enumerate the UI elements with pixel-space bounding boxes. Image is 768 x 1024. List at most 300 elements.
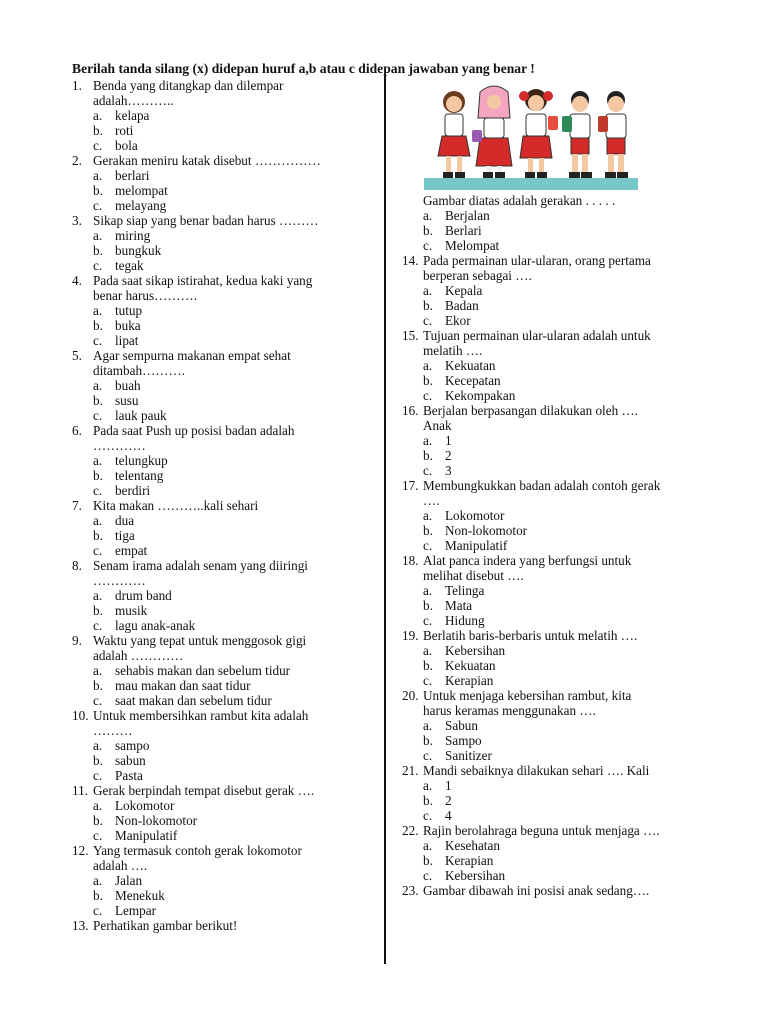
answer-option (423, 868, 702, 883)
option-letter: c. (93, 543, 103, 558)
answer-options (402, 358, 702, 403)
question-item (72, 348, 372, 423)
answer-option (423, 373, 702, 388)
option-letter: c. (423, 238, 433, 253)
question-text-continued: melihat disebut …. (423, 568, 524, 583)
question-item (72, 783, 372, 843)
question-line (402, 553, 702, 568)
answer-option (93, 588, 372, 603)
answer-option (423, 538, 702, 553)
option-letter: c. (93, 258, 103, 273)
option-text: Kerapian (445, 853, 494, 868)
answer-option (93, 828, 372, 843)
answer-option (423, 643, 702, 658)
answer-options (402, 508, 702, 553)
question-item (72, 633, 372, 708)
question-item (402, 763, 702, 823)
answer-options (72, 378, 372, 423)
answer-option (423, 718, 702, 733)
question-number: 20. (402, 688, 419, 703)
question-text: Mandi sebaiknya dilakukan sehari …. Kali (423, 763, 650, 778)
option-letter: a. (93, 108, 103, 123)
option-letter: b. (93, 888, 103, 903)
option-letter: a. (423, 718, 433, 733)
answer-option (93, 888, 372, 903)
option-text: Melompat (445, 238, 500, 253)
option-letter: a. (93, 873, 103, 888)
child-figure-3 (519, 89, 558, 178)
answer-options (402, 433, 702, 478)
option-text: melompat (115, 183, 168, 198)
answer-option (93, 258, 372, 273)
question-line (402, 253, 702, 268)
option-letter: a. (423, 433, 433, 448)
answer-options (402, 643, 702, 688)
option-text: sabun (115, 753, 146, 768)
question-text-continued: ………… (93, 573, 146, 588)
question-text: Pada permainan ular-ularan, orang pertama (423, 253, 651, 268)
question-number: 19. (402, 628, 419, 643)
answer-option (423, 658, 702, 673)
option-text: Lempar (115, 903, 157, 918)
answer-options (402, 208, 702, 253)
answer-option (423, 358, 702, 373)
option-letter: c. (93, 483, 103, 498)
answer-option (93, 303, 372, 318)
question-line (72, 633, 372, 648)
question-line (72, 213, 372, 228)
option-text: Non-lokomotor (115, 813, 198, 828)
option-text: dua (115, 513, 135, 528)
answer-option (93, 393, 372, 408)
question-text-continued: ……… (93, 723, 133, 738)
option-letter: b. (423, 298, 433, 313)
answer-option (93, 228, 372, 243)
question-line (72, 273, 372, 288)
option-letter: b. (423, 448, 433, 463)
option-text: Non-lokomotor (445, 523, 528, 538)
option-letter: b. (423, 223, 433, 238)
option-text: tutup (115, 303, 143, 318)
answer-options (72, 303, 372, 348)
option-text: Manipulatif (445, 538, 508, 553)
option-letter: a. (93, 738, 103, 753)
answer-option (423, 208, 702, 223)
question-item (402, 883, 702, 898)
question-item (72, 213, 372, 273)
answer-options (72, 663, 372, 708)
question-text: Senam irama adalah senam yang diiringi (93, 558, 308, 573)
question-number: 4. (72, 273, 82, 288)
answer-option (423, 778, 702, 793)
child-figure-1 (438, 91, 470, 178)
answer-option (423, 223, 702, 238)
option-text: Badan (445, 298, 479, 313)
answer-option (423, 613, 702, 628)
option-text: sampo (115, 738, 150, 753)
option-text: Kebersihan (445, 868, 506, 883)
question-item (72, 423, 372, 498)
option-text: Kekuatan (445, 358, 496, 373)
question-number: 2. (72, 153, 82, 168)
option-letter: b. (93, 393, 103, 408)
question-item (72, 498, 372, 558)
option-letter: a. (423, 283, 433, 298)
option-text: mau makan dan saat tidur (115, 678, 251, 693)
question-text-continued: melatih …. (423, 343, 483, 358)
answer-options (72, 873, 372, 918)
option-letter: b. (423, 853, 433, 868)
question-text: Kita makan ………..kali sehari (93, 498, 259, 513)
option-text: 2 (445, 448, 452, 463)
question-text: Pada saat sikap istirahat, kedua kaki yang (93, 273, 313, 288)
answer-option (93, 513, 372, 528)
option-text: sehabis makan dan sebelum tidur (115, 663, 291, 678)
left-column (72, 78, 372, 933)
column-divider (384, 76, 386, 964)
answer-option (423, 733, 702, 748)
option-text: Sanitizer (445, 748, 492, 763)
question-item (402, 823, 702, 883)
option-letter: b. (423, 373, 433, 388)
question-item (402, 688, 702, 763)
answer-options (72, 798, 372, 843)
question-item (72, 78, 372, 153)
question-item (72, 153, 372, 213)
question-text: Rajin berolahraga beguna untuk menjaga …. (423, 823, 660, 838)
option-text: berdiri (115, 483, 151, 498)
option-letter: b. (423, 793, 433, 808)
question-number: 22. (402, 823, 419, 838)
option-text: tegak (115, 258, 144, 273)
question-text: Tujuan permainan ular-ularan adalah untuk (423, 328, 651, 343)
option-text: Lokomotor (445, 508, 505, 523)
question-line (402, 688, 702, 703)
option-letter: c. (423, 613, 433, 628)
option-letter: a. (93, 168, 103, 183)
ground-strip (424, 178, 638, 190)
question-line (72, 78, 372, 93)
answer-option (93, 318, 372, 333)
child-figure-5 (598, 91, 628, 178)
answer-option (423, 313, 702, 328)
answer-option (93, 753, 372, 768)
answer-option (423, 508, 702, 523)
option-text: Kekompakan (445, 388, 516, 403)
option-text: Ekor (445, 313, 471, 328)
answer-options (402, 583, 702, 628)
question-item (402, 403, 702, 478)
question-number: 11. (72, 783, 88, 798)
option-text: Menekuk (115, 888, 165, 903)
question-line (402, 823, 702, 838)
answer-option (423, 523, 702, 538)
option-letter: a. (423, 838, 433, 853)
option-letter: c. (93, 618, 103, 633)
question-text: Gambar dibawah ini posisi anak sedang…. (423, 883, 650, 898)
option-text: telungkup (115, 453, 168, 468)
question-number: 1. (72, 78, 82, 93)
option-text: Kerapian (445, 673, 494, 688)
answer-option (93, 243, 372, 258)
option-letter: a. (93, 453, 103, 468)
option-letter: a. (93, 303, 103, 318)
question-text: Pada saat Push up posisi badan adalah (93, 423, 295, 438)
question-number: 14. (402, 253, 419, 268)
question-text: Membungkukkan badan adalah contoh gerak (423, 478, 661, 493)
answer-option (93, 108, 372, 123)
option-text: Lokomotor (115, 798, 175, 813)
option-text: Jalan (115, 873, 143, 888)
answer-option (93, 693, 372, 708)
answer-options (402, 718, 702, 763)
option-text: Kebersihan (445, 643, 506, 658)
option-letter: b. (423, 523, 433, 538)
question-text: Untuk membersihkan rambut kita adalah (93, 708, 309, 723)
question-line (402, 328, 702, 343)
answer-option (423, 598, 702, 613)
question-text: Yang termasuk contoh gerak lokomotor (93, 843, 302, 858)
option-letter: b. (93, 678, 103, 693)
question-number: 3. (72, 213, 82, 228)
answer-option (93, 678, 372, 693)
option-text: Pasta (115, 768, 143, 783)
option-text: empat (115, 543, 148, 558)
question-text: Berlatih baris-berbaris untuk melatih …. (423, 628, 638, 643)
question-text: Berjalan berpasangan dilakukan oleh …. (423, 403, 638, 418)
option-letter: c. (423, 808, 433, 823)
question-item (402, 628, 702, 688)
option-letter: c. (423, 313, 433, 328)
option-text: lagu anak-anak (115, 618, 196, 633)
question-line (402, 763, 702, 778)
question-number: 21. (402, 763, 419, 778)
option-text: Telinga (445, 583, 485, 598)
question-line (402, 628, 702, 643)
question-number: 9. (72, 633, 82, 648)
option-text: Berlari (445, 223, 482, 238)
answer-options (72, 738, 372, 783)
question-number: 16. (402, 403, 419, 418)
option-letter: a. (423, 208, 433, 223)
question-number: 17. (402, 478, 419, 493)
option-letter: a. (93, 588, 103, 603)
option-letter: a. (93, 663, 103, 678)
answer-options (402, 838, 702, 883)
answer-option (423, 433, 702, 448)
question-line (72, 918, 372, 933)
option-letter: c. (93, 768, 103, 783)
answer-option (93, 543, 372, 558)
question-line (72, 843, 372, 858)
question-text-continued: harus keramas menggunakan …. (423, 703, 596, 718)
option-letter: c. (93, 903, 103, 918)
question-number: 10. (72, 708, 89, 723)
question-item (402, 478, 702, 553)
question-text-continued: Anak (423, 418, 452, 433)
option-text: Kesehatan (445, 838, 500, 853)
option-letter: a. (423, 778, 433, 793)
option-letter: c. (93, 828, 103, 843)
question-text-continued: ………… (93, 438, 146, 453)
option-letter: b. (93, 243, 103, 258)
option-text: Mata (445, 598, 473, 613)
question-item (72, 708, 372, 783)
answer-option (93, 618, 372, 633)
option-letter: a. (93, 378, 103, 393)
question-item (72, 558, 372, 633)
answer-option (423, 853, 702, 868)
question-number: 15. (402, 328, 419, 343)
option-text: Kekuatan (445, 658, 496, 673)
option-text: 1 (445, 433, 452, 448)
question-item (402, 553, 702, 628)
child-figure-2 (472, 86, 512, 178)
question-item (72, 273, 372, 348)
question-text-continued: berperan sebagai …. (423, 268, 532, 283)
question-item (402, 253, 702, 328)
question-text-continued: adalah …. (93, 858, 148, 873)
question-line (72, 558, 372, 573)
option-text: lauk pauk (115, 408, 167, 423)
option-letter: c. (423, 463, 433, 478)
option-letter: b. (93, 528, 103, 543)
answer-option (93, 453, 372, 468)
answer-option (93, 378, 372, 393)
answer-option (423, 238, 702, 253)
option-letter: c. (423, 673, 433, 688)
option-letter: a. (423, 643, 433, 658)
question-text: Sikap siap yang benar badan harus ……… (93, 213, 319, 228)
option-letter: b. (423, 598, 433, 613)
answer-option (423, 298, 702, 313)
option-letter: b. (93, 468, 103, 483)
answer-option (93, 408, 372, 423)
question-number: 8. (72, 558, 82, 573)
option-letter: b. (93, 183, 103, 198)
answer-option (93, 813, 372, 828)
question-text-continued: benar harus………. (93, 288, 198, 303)
question-text: Perhatikan gambar berikut! (93, 918, 238, 933)
answer-option (423, 448, 702, 463)
answer-option (423, 748, 702, 763)
answer-option (93, 333, 372, 348)
answer-option (93, 183, 372, 198)
question-number: 7. (72, 498, 82, 513)
answer-options (72, 588, 372, 633)
option-text: 3 (445, 463, 452, 478)
option-text: 4 (445, 808, 452, 823)
option-letter: a. (423, 358, 433, 373)
option-letter: c. (93, 693, 103, 708)
option-text: buah (115, 378, 141, 393)
option-text: Manipulatif (115, 828, 178, 843)
option-text: Sabun (445, 718, 478, 733)
option-text: berlari (115, 168, 150, 183)
answer-option (93, 663, 372, 678)
option-text: 2 (445, 793, 452, 808)
question-text: Agar sempurna makanan empat sehat (93, 348, 291, 363)
option-letter: b. (93, 603, 103, 618)
answer-option (93, 528, 372, 543)
option-text: roti (115, 123, 134, 138)
option-letter: c. (423, 388, 433, 403)
option-letter: c. (423, 868, 433, 883)
option-text: melayang (115, 198, 167, 213)
option-text: Kepala (445, 283, 483, 298)
question-text: Gerak berpindah tempat disebut gerak …. (93, 783, 315, 798)
option-letter: a. (93, 798, 103, 813)
question-line (72, 153, 372, 168)
option-letter: a. (93, 513, 103, 528)
question-line (72, 498, 372, 513)
question-line (402, 403, 702, 418)
question-item (72, 843, 372, 918)
answer-option (93, 483, 372, 498)
image-caption: Gambar diatas adalah gerakan . . . . . (423, 193, 616, 208)
answer-options (72, 108, 372, 153)
option-text: drum band (115, 588, 172, 603)
option-letter: c. (93, 408, 103, 423)
option-letter: a. (423, 508, 433, 523)
option-text: lipat (115, 333, 139, 348)
question-line (402, 883, 702, 898)
option-letter: b. (93, 753, 103, 768)
option-text: bungkuk (115, 243, 162, 258)
answer-option (423, 808, 702, 823)
question-line (72, 783, 372, 798)
answer-option (423, 838, 702, 853)
answer-option (93, 738, 372, 753)
question-text-continued: ditambah………. (93, 363, 185, 378)
option-text: Sampo (445, 733, 482, 748)
option-text: susu (115, 393, 139, 408)
answer-option (423, 673, 702, 688)
answer-option (93, 168, 372, 183)
option-letter: b. (93, 123, 103, 138)
question-item (72, 918, 372, 933)
option-text: bola (115, 138, 138, 153)
option-text: saat makan dan sebelum tidur (115, 693, 272, 708)
answer-options (402, 778, 702, 823)
right-column (402, 193, 702, 898)
question-text-continued: …. (423, 493, 440, 508)
answer-options (72, 453, 372, 498)
answer-option (93, 123, 372, 138)
option-text: miring (115, 228, 151, 243)
question-line (72, 708, 372, 723)
answer-option (93, 873, 372, 888)
answer-option (423, 283, 702, 298)
answer-option (93, 603, 372, 618)
answer-option (93, 798, 372, 813)
question-line (402, 478, 702, 493)
question-text: Untuk menjaga kebersihan rambut, kita (423, 688, 632, 703)
option-text: Berjalan (445, 208, 490, 223)
question-text: Alat panca indera yang berfungsi untuk (423, 553, 632, 568)
question-text-continued: adalah ………… (93, 648, 184, 663)
page-title: Berilah tanda silang (x) didepan huruf a,b atau c didepan jawaban yang benar ! (72, 61, 535, 76)
option-letter: b. (93, 318, 103, 333)
answer-options (72, 168, 372, 213)
question-item (402, 328, 702, 403)
option-text: Kecepatan (445, 373, 501, 388)
answer-option (423, 463, 702, 478)
question-number: 13. (72, 918, 89, 933)
answer-option (423, 388, 702, 403)
option-text: tiga (115, 528, 135, 543)
answer-options (72, 513, 372, 558)
